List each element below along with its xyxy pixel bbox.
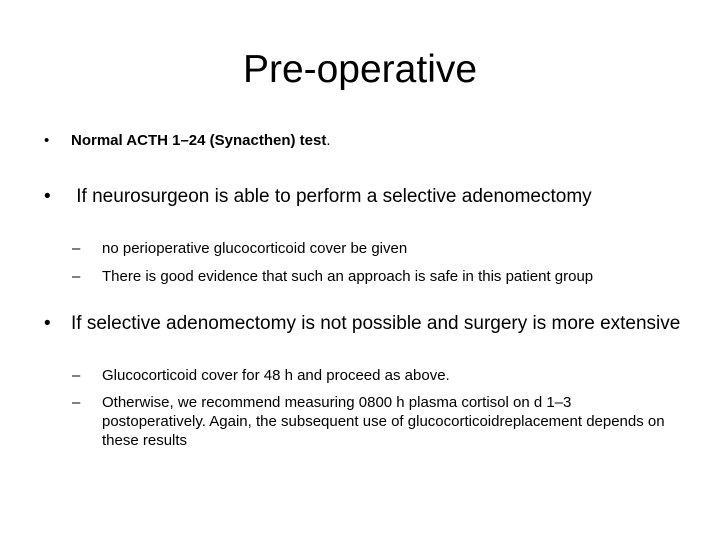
subitem-text: no perioperative glucocorticoid cover be given xyxy=(102,240,408,257)
bullet-text: If neurosurgeon is able to perform a selective adenomectomy xyxy=(71,186,592,207)
subitem-no-cover xyxy=(72,239,672,258)
bullet-text: If selective adenomectomy is not possible and surgery is more extensive xyxy=(71,313,681,334)
subitem-marker: – xyxy=(72,240,81,257)
subitem-marker: – xyxy=(72,268,81,285)
bullet-marker: • xyxy=(44,186,51,207)
bullet-selective-adenomectomy xyxy=(44,185,694,208)
subitem-text: There is good evidence that such an approach is safe in this patient group xyxy=(102,268,594,285)
bullet-marker: • xyxy=(44,132,50,149)
bullet-text xyxy=(71,131,694,151)
bullet-synacthen-test xyxy=(44,131,694,151)
subitem-cover-48h xyxy=(72,366,672,385)
subitem-measure-cortisol xyxy=(72,393,672,450)
slide-title: Pre-operative xyxy=(242,48,478,91)
bullet-extensive-surgery xyxy=(44,312,694,335)
bullet-trailing-text: . xyxy=(326,132,331,149)
bullet-marker: • xyxy=(44,313,51,334)
bullet-bold-text: Normal ACTH 1–24 (Synacthen) test xyxy=(71,132,327,149)
subitem-marker: – xyxy=(72,367,81,384)
subitem-marker: – xyxy=(72,394,81,411)
subitem-good-evidence xyxy=(72,267,672,286)
subitem-text: Glucocorticoid cover for 48 h and proceed as above. xyxy=(102,367,450,384)
subitem-text: Otherwise, we recommend measuring 0800 h plasma cortisol on d 1–3 postoperatively. Again, the subsequent use of glucocorticoidreplacement depends on these results xyxy=(102,394,665,449)
